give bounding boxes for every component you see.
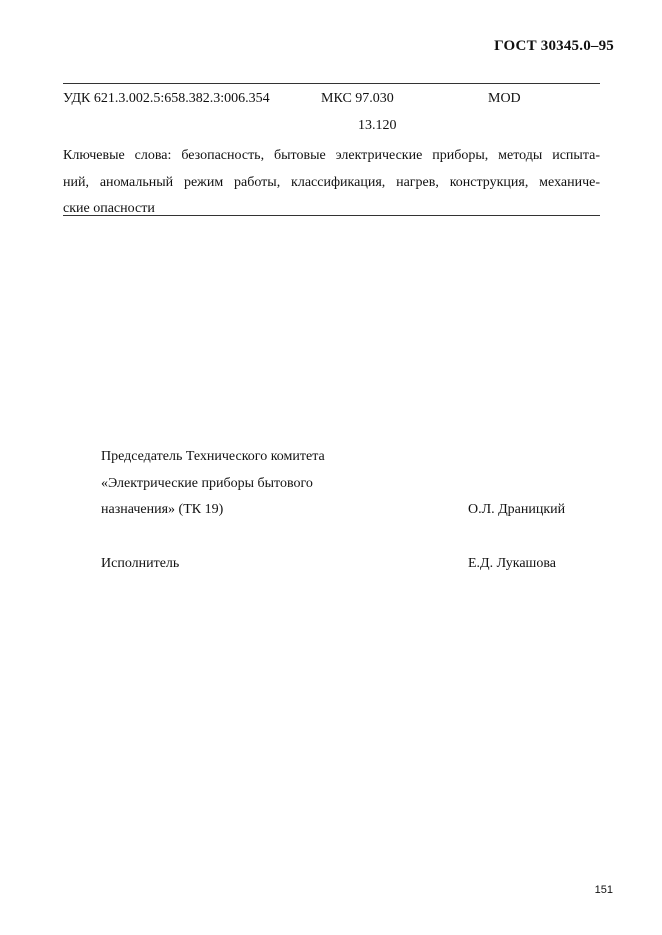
mks-code: МКС 97.030 <box>321 91 394 106</box>
chair-title-line: «Электрические приборы бытового <box>101 476 313 491</box>
chair-title-line: Председатель Технического комитета <box>101 449 325 464</box>
bottom-divider <box>63 215 600 216</box>
keywords-line: ские опасности <box>63 201 155 216</box>
udk-code: УДК 621.3.002.5:658.382.3:006.354 <box>63 91 270 106</box>
keywords-line: Ключевые слова: безопасность, бытовые электрические приборы, методы испыта- <box>63 148 600 163</box>
executor-label: Исполнитель <box>101 556 180 571</box>
page-number: 151 <box>594 884 613 896</box>
executor-name: Е.Д. Лукашова <box>468 556 556 571</box>
top-divider <box>63 83 600 84</box>
chair-title-line: назначения» (ТК 19) <box>101 502 224 517</box>
mks-code-second: 13.120 <box>358 118 397 133</box>
mod-label: MOD <box>488 91 521 106</box>
chair-name: О.Л. Драницкий <box>468 502 566 517</box>
keywords-paragraph <box>63 143 600 223</box>
standard-id-header: ГОСТ 30345.0–95 <box>494 38 614 54</box>
keywords-line: ний, аномальный режим работы, классификация, нагрев, конструкция, механиче- <box>63 174 600 190</box>
